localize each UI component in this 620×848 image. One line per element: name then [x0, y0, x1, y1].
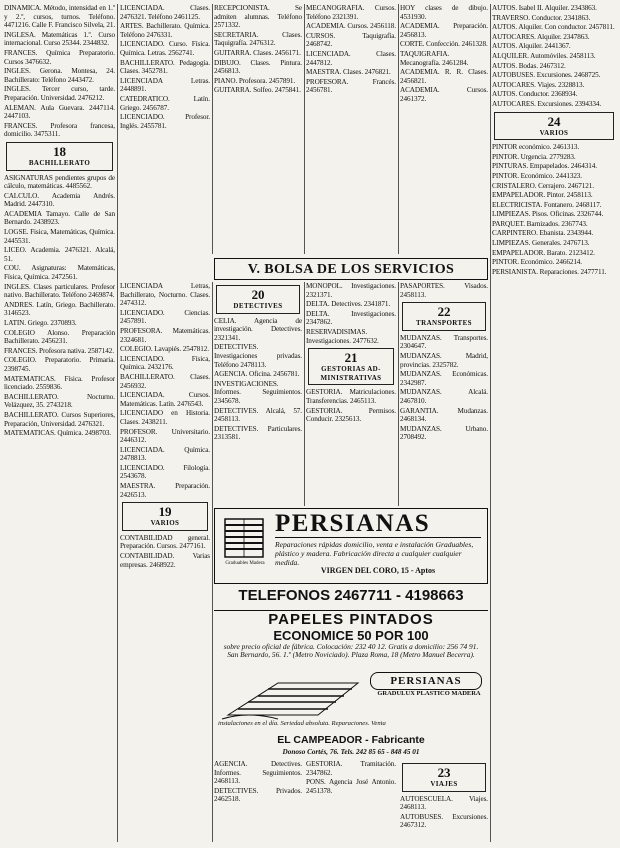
papeles-pintados-ad [214, 610, 488, 668]
ad-text: ASIGNATURAS pendientes grupos de cálculo, matemáticas. 4485562. [4, 173, 115, 191]
ad-text: MUDANZAS. Alcalá. 2467810. [400, 388, 488, 405]
ad-text: AUTOS. Alquiler. 2441367. [492, 42, 571, 51]
section-header-19 [122, 502, 208, 531]
ad-text: CONTABILIDAD. Varias empresas. 2468922. [120, 552, 210, 569]
ad-text: LOGSE. Fisica, Matemáticas, Química. 2445531. [4, 228, 115, 245]
ad-text: DIBUJO. Clases. Pintura. 2456813. [214, 58, 302, 76]
ad-text: EMPAPELADOR. Barato. 2123412. [492, 248, 595, 257]
ad-text: PINTOR. Económico. 2466214. [492, 258, 583, 267]
ad-text: COLEGIO Alonso. Preparación Bachillerato. 2456231. [4, 328, 115, 346]
ad-text: MATEMATICAS. Química. 2498703. [4, 429, 112, 438]
section-label: TRANSPORTES [416, 319, 472, 328]
ad-text: MUDANZAS. Económicas. 2342987. [400, 370, 488, 387]
column-5-lower [400, 282, 488, 506]
ad-text: LICENCIADO en Historia. Clases. 2438211. [120, 409, 210, 426]
ad-text: CURSOS. Taquigrafía. 2468742. [306, 31, 396, 49]
ad-text: MAESTRA. Preparación. 2426513. [120, 482, 210, 499]
column-rule [212, 4, 213, 254]
ad-text: ACADEMIA. R. R. Clases. 2456821. [400, 68, 488, 85]
section-header-18 [6, 142, 113, 171]
ad-text: ARTES. Bachillerato. Química. Teléfono 2476331. [120, 22, 210, 39]
ad-text: ANDRES. Latín, Griego. Bachillerato. 3146523. [4, 300, 115, 318]
ad-text: AUTOBUSES. Excursiones. 2467312. [400, 812, 488, 830]
section-header-21 [308, 348, 394, 385]
ad-text: PINTOR. Económico. 2441323. [492, 171, 583, 180]
ad-address: VIRGEN DEL CORO, 15 - Aptos [320, 566, 436, 575]
ad-text: PINTOR económico. 2461313. [492, 143, 580, 152]
ad-text: COU. Asignaturas: Matemáticas, Física, Química. 2472561. [4, 264, 115, 282]
ad-text: PROFESORA. Francés. 2456781. [306, 77, 396, 95]
ad-text: ALQUILER. Automóviles. 2458113. [492, 51, 596, 60]
section-number: 22 [437, 304, 451, 320]
ad-text: MUDANZAS. Transportes. 2304647. [400, 333, 488, 351]
ad-text: LICENCIADA. Clases. 2447812. [306, 49, 396, 67]
ad-text: LICEO. Academia. 2476321. Alcalá, 51. [4, 246, 115, 263]
ad-text: DINAMICA. Método, intensidad en 1.º y 2.º, cursos, turnos. Teléfono. 4471216. Calle F. Francisco Silvela, 21. [4, 4, 115, 30]
section-label: VARIOS [150, 519, 180, 528]
section-label: BACHILLERATO [28, 158, 91, 167]
ad-text: ACADEMIA. Preparación. 2456813. [400, 22, 488, 39]
column-rule [117, 4, 118, 842]
ad-text: INVESTIGACIONES. Informes. Seguimientos. 2345678. [214, 379, 302, 405]
section-label: VIAJES [430, 780, 458, 788]
column-4-bottom [306, 760, 396, 842]
ad-text: AUTOS. Alquiler. Con conductor. 2457811. [492, 23, 615, 32]
ad-text: FRANCES. Profesora nativa. 2587142. [4, 346, 114, 355]
ad-text: ACADEMIA. Cursos. 2461372. [400, 86, 488, 103]
logo-caption: Graduables Madera [225, 561, 265, 566]
ad-text: INGLES. Gerona. Montesa, 24. Bachillerato: Teléfono 2443472. [4, 67, 115, 84]
ad-subtitle: GRADULUX PLASTICO MADERA [377, 690, 481, 697]
ad-text: AUTOS. Isabel II. Alquiler. 2343863. [492, 4, 597, 12]
column-rule [398, 4, 399, 254]
column-rule [490, 4, 491, 842]
ad-text: PROFESORA. Matemáticas. 2324681. [120, 326, 210, 344]
ad-text: HOY clases de dibujo. 4531930. [400, 4, 488, 21]
ad-description: Reparaciones rápidas domicilio, venta e instalación Graduables, plástico y madera. Fabricación directa a cualquier cualquier medida. [275, 540, 474, 567]
column-6 [492, 4, 616, 842]
ad-text: BACHILLERATO. Pedagogía. Clases. 3452781. [120, 58, 210, 76]
ad-title: PAPELES PINTADOS [268, 611, 434, 628]
ad-text: LICENCIADO. Física, Química. 2432176. [120, 354, 210, 372]
ad-text: LICENCIADA Letras. 2448891. [120, 76, 210, 94]
persianas-gradulux-ad [214, 670, 488, 732]
ad-text: INGLES. Clases particulares. Profesor nativo. Bachillerato. Teléfono 2469874. [4, 282, 115, 300]
ad-text: GUITARRA. Clases. 2456171. [214, 48, 301, 57]
column-3-lower [214, 282, 302, 506]
column-3-bottom [214, 760, 302, 842]
ad-text: LICENCIADA Letras, Bachillerato, Nocturno. Clases. 2474312. [120, 282, 210, 308]
section-label: GESTORIAS AD-MINISTRATIVAS [320, 365, 382, 382]
ad-text: AUTOCARES. Excursiones. 2394334. [492, 99, 602, 108]
section-banner: V. BOLSA DE LOS SERVICIOS [214, 258, 488, 280]
column-5 [400, 4, 488, 254]
ad-text: BACHILLERATO. Cursos Superiores, Preparación, Universidad. 2476321. [4, 410, 115, 428]
ad-subtitle: ECONOMICE 50 POR 100 [273, 628, 429, 643]
column-rule [212, 282, 213, 842]
ad-text: RESERVADISIMAS. Investigaciones. 2477632. [306, 327, 379, 345]
ad-text: LICENCIADA. Clases. 2476321. Teléfono 2461125. [120, 4, 210, 21]
ad-text: CORTE. Confección. 2461328. [400, 40, 488, 49]
ad-text: AGENCIA. Oficina. 2456781. [214, 370, 300, 379]
ad-text: DETECTIVES. Privados. 2462518. [214, 786, 302, 804]
ad-text: PONS. Agencia José Antonio. 2451378. [306, 778, 396, 795]
ad-text: LICENCIADO. Curso. Física. Química. Letras. 2562741. [120, 40, 210, 57]
column-rule [304, 282, 305, 506]
ad-text: PASAPORTES. Visados. 2458113. [400, 282, 488, 299]
column-3 [214, 4, 302, 254]
ad-text: MONOPOL. Investigaciones. 2321371. [306, 282, 396, 299]
ad-text: COLEGIO. Preparatorio. Primaria. 2398745. [4, 356, 115, 373]
ad-text: AUTOS. Bodas. 2467312. [492, 61, 566, 70]
ad-description: instalaciones en el día. Seriedad absoluta. Reparaciones. Venta [218, 720, 386, 727]
ad-text: PROFESOR. Universitario. 2446312. [120, 427, 210, 445]
ad-text: BACHILLERATO. Clases. 2456932. [120, 372, 210, 390]
section-label: VARIOS [539, 128, 569, 137]
ad-text: GARANTIA. Mudanzas. 2468134. [400, 406, 488, 424]
ad-text: LICENCIADO. Profesor. Inglés. 2455781. [120, 113, 210, 130]
section-number: 19 [158, 504, 172, 520]
ad-text: INGLES. Tercer curso, tarde. Preparación. Universidad. 2476212. [4, 85, 115, 102]
ad-text: LICENCIADA. Cursos. Matemáticas. Latín. 2476543. [120, 391, 210, 408]
ad-text: CALCULO. Academia Andrés. Madrid. 2447310. [4, 191, 115, 209]
section-number: 18 [53, 143, 66, 159]
ad-text: LIMPIEZAS. Pisos. Oficinas. 2326744. [492, 210, 604, 219]
ad-text: GESTORIA. Matriculaciones. Transferencias. 2465113. [306, 388, 396, 405]
ad-text: BACHILLERATO. Nocturno. Velázquez, 35. 2743218. [4, 392, 115, 410]
ad-text: DELTA. Investigaciones. 2347862. [306, 309, 396, 327]
persianas-ad [214, 508, 488, 584]
column-4 [306, 4, 396, 254]
column-rule [398, 282, 399, 506]
column-2-lower [120, 282, 210, 842]
ad-text: LICENCIADA. Química. 2478813. [120, 445, 210, 463]
ad-text: AUTOCARES. Viajes. 2328813. [492, 80, 585, 89]
ad-text: DETECTIVES. Investigaciones privadas. Teléfono 2478113. [214, 343, 302, 369]
section-number: 21 [344, 350, 358, 366]
ad-text: PERSIANISTA. Reparaciones. 2477711. [492, 267, 607, 276]
ad-text: TRAVERSO. Conductor. 2341863. [492, 13, 591, 22]
ad-phones: TELEFONOS 2467711 - 4198663 [238, 587, 464, 604]
ad-text: EMPAPELADOR. Pintor. 2458113. [492, 191, 593, 200]
ad-text: ACADEMIA. Cursos. 2456118. [306, 22, 396, 31]
ad-title: PERSIANAS [275, 511, 481, 538]
ad-text: AUTOCARES. Alquiler. 2347863. [492, 32, 590, 41]
section-number: 20 [251, 287, 265, 302]
ad-text: LIMPIEZAS. Generales. 2476713. [492, 239, 590, 248]
ad-text: PIANO. Profesora. 2457891. [214, 76, 296, 85]
ad-text: PINTURAS. Empapelados. 2464314. [492, 162, 597, 171]
ad-text: AGENCIA. Detectives. Informes. Seguimientos. 2468113. [214, 760, 302, 786]
ad-text: COLEGIO. Lavapiés. 2547812. [120, 345, 209, 354]
ad-text: MUDANZAS. Madrid, provincias. 2325782. [400, 351, 488, 369]
column-5-bottom [400, 760, 488, 842]
ad-text: DETECTIVES. Alcalá, 57. 2458113. [214, 406, 302, 424]
ad-text: MAESTRA. Clases. 2476821. [306, 68, 391, 77]
ad-text: AUTOESCUELA. Viajes. 2468113. [400, 794, 488, 812]
ad-text: FRANCES. Química Preparatorio. Cursos 3476632. [4, 48, 115, 66]
ad-text: ALEMAN. Aula Guevara. 2447114. 2447103. [4, 103, 115, 121]
ad-text: CELIA. Agencia de investigación. Detectives. 2321341. [214, 316, 302, 342]
section-header-23 [402, 763, 486, 792]
campeador-ad-title: EL CAMPEADOR - Fabricante [277, 734, 425, 746]
ad-text: CARPINTERO. Ebanista. 2343944. [492, 229, 594, 238]
ad-text: GUITARRA. Solfeo. 2475841. [214, 86, 301, 95]
ad-text: GESTORIA. Permisos. Conducir. 2325613. [306, 406, 396, 424]
ad-text: RECEPCIONISTA. Se admiten alumnas. Teléfono 2571332. [214, 4, 302, 30]
column-2 [120, 4, 210, 254]
ad-text: MATEMATICAS. Física. Profesor licenciado. 2559836. [4, 374, 115, 392]
ad-text: TAQUIGRAFIA. Mecanografía. 2461284. [400, 49, 469, 67]
ad-text: CRISTALERO. Cerrajero. 2467121. [492, 181, 594, 190]
ad-text: FRANCES. Profesora francesa, domicilio. 3475311. [4, 121, 115, 139]
section-label: DETECTIVES [233, 302, 283, 310]
ad-title: PERSIANAS [370, 672, 482, 690]
ad-text: SECRETARIA. Clases. Taquigrafía. 2476312. [214, 30, 302, 48]
ad-text: INGLESA. Matemáticas 1.º. Curso internacional. Curso 25344. 2344832. [4, 30, 115, 48]
ad-text: CONTABILIDAD general. Preparación. Cursos. 2477161. [120, 533, 210, 551]
section-number: 24 [547, 113, 561, 129]
ad-text: ELECTRICISTA. Fontanero. 2468117. [492, 200, 602, 209]
blinds-logo-icon [221, 515, 267, 561]
ad-text: MUDANZAS. Urbano. 2708492. [400, 424, 488, 442]
column-rule [304, 4, 305, 254]
ad-description: sobre precio oficial de fábrica. Colocación: 232 40 12. Gratis a domicilio: 256 74 91. San Bernardo, 56. 1.º (Metro Noviciado). Plaza Roma, 18 (Metro Manuel Becerra). [223, 642, 479, 660]
ad-text: GESTORIA. Tramitación. 2347862. [306, 760, 396, 777]
section-header-20 [216, 285, 300, 314]
ad-text: LATIN. Griego. 2370893. [4, 319, 77, 327]
ad-text: CATEDRATICO. Latín. Griego. 2456787. [120, 94, 210, 112]
column-4-lower [306, 282, 396, 506]
ad-text: PARQUET. Barnizados. 2367743. [492, 219, 588, 228]
campeador-ad-address: Donoso Cortés, 76. Tels. 242 85 65 - 848 45 01 [282, 748, 420, 756]
column-1 [4, 4, 115, 842]
ad-text: PINTOR. Urgencia. 2779283. [492, 152, 576, 161]
section-header-22 [402, 302, 486, 331]
ad-text: LICENCIADO. Filología. 2543678. [120, 463, 210, 481]
ad-text: ACADEMIA Tamayo. Calle de San Bernardo. 2438923. [4, 209, 115, 227]
ad-text: AUTOS. Conductor. 2368934. [492, 90, 578, 99]
ad-text: DELTA. Detectives. 2341871. [306, 300, 391, 309]
section-number: 23 [437, 765, 451, 780]
ad-text: LICENCIADO. Ciencias. 2457891. [120, 308, 210, 326]
section-header-24 [494, 112, 614, 141]
ad-text: DETECTIVES. Particulares. 2313581. [214, 424, 302, 442]
ad-text: MECANOGRAFIA. Cursos. Teléfono 2321391. [306, 4, 396, 21]
ad-text: AUTOBUSES. Excursiones. 2468725. [492, 71, 601, 80]
